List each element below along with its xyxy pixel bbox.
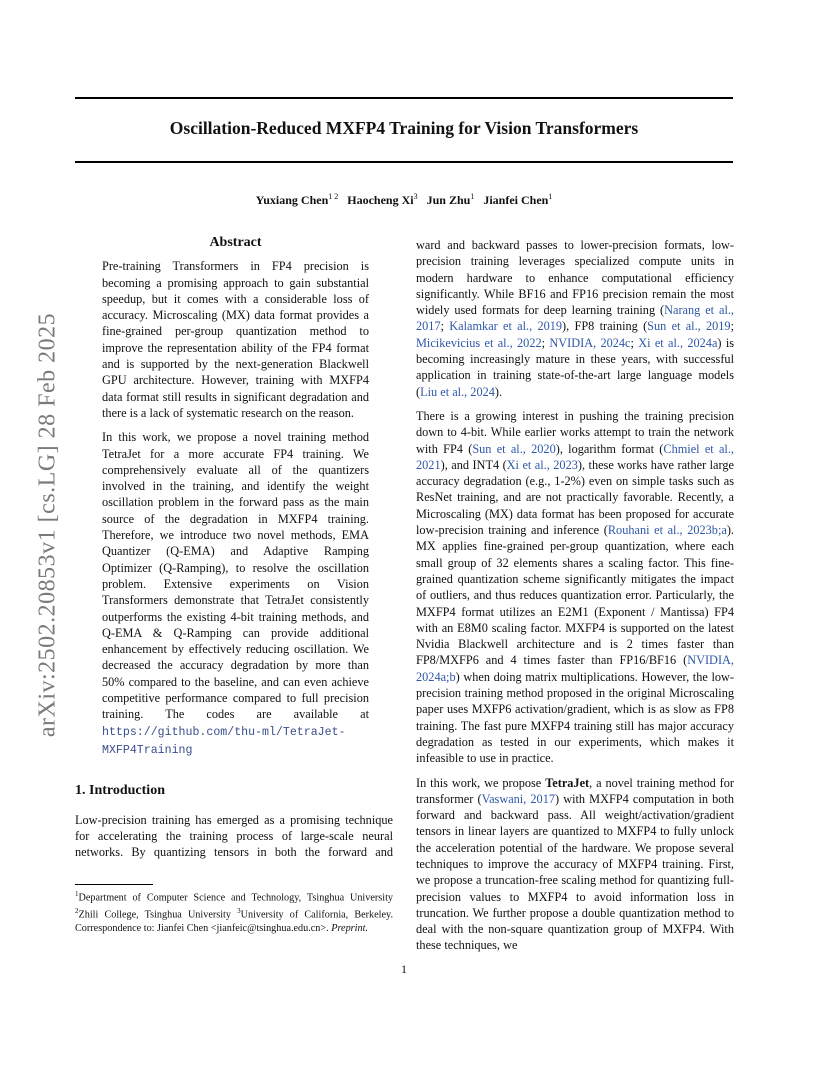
footnote-rule <box>75 884 153 885</box>
affiliation-footnote: $^1$Department of Computer Science and Technology, Tsinghua University $^2$Zhili College, Tsinghua University $^3$University of California, Berkeley. Correspondence to: Jianfei Chen <jianfeic@tsinghua.edu.cn>. Preprint. <box>75 890 394 934</box>
author: Jianfei Chen$^1$ <box>483 192 553 207</box>
citation-link[interactable]: Rouhani et al., 2023b;a <box>607 523 727 538</box>
title-bottom-rule <box>75 161 733 163</box>
citation-link[interactable]: Sun et al., 2020 <box>472 441 556 456</box>
preprint-label: Preprint. <box>331 922 368 934</box>
citation-link[interactable]: Vaswani, 2017 <box>481 791 555 806</box>
citation-link[interactable]: Micikevicius et al., 2022 <box>416 335 542 350</box>
page-number: 1 <box>401 962 407 976</box>
left-column <box>75 235 393 869</box>
abstract-heading: Abstract <box>209 235 262 250</box>
author: Jun Zhu$^1$ <box>426 192 475 207</box>
paper-title: Oscillation-Reduced MXFP4 Training for Vision Transformers <box>169 118 639 138</box>
citation-link[interactable]: Kalamkar et al., 2019 <box>449 319 563 334</box>
intro-paragraph-continued: ward and backward passes to lower-precision formats, low-precision training leverages specialized compute units in modern hardware to enhance computational efficiency significantly. While BF16 and FP16 precision remain the most widely used formats for deep learning training (Narang et al., 2017; Kalamkar et al., 2019), FP8 training (Sun et al., 2019; Micikevicius et al., 2022; NVIDIA, 2024c; Xi et al., 2024a) is becoming increasingly mature in these years, with successful application in training state-of-the-art large language models (Liu et al., 2024). <box>416 238 735 399</box>
abstract-paragraph: Pre-training Transformers in FP4 precision is becoming a promising approach to gain substantial speedup, but it comes with a considerable loss of accuracy. Microscaling (MX) data format provides a fine-grained per-group quantization method to improve the representation ability of the FP4 format and is supported by the next-generation Blackwell GPU architecture. However, training with MXFP4 data format still results in significant degradation and there is a lack of systematic research on the reason. <box>102 259 369 420</box>
citation-link[interactable]: NVIDIA, 2024c <box>549 335 631 350</box>
citation-link[interactable]: Liu et al., 2024 <box>420 384 495 399</box>
intro-paragraph: There is a growing interest in pushing the training precision down to 4-bit. While earlier works attempt to train the network with FP4 (Sun et al., 2020), logarithm format (Chmiel et al., 2021), and INT4 (Xi et al., 2023), these works have rather large accuracy degradation (e.g., 1-2%) even on simple tasks such as ResNet training, and are not practically favorable. Recently, a Microscaling (MX) data format has been proposed for accurate low-precision training and inference (Rouhani et al., 2023b;a). MX applies fine-grained per-group quantization, where each small group of 32 elements shares a scaling factor. This fine-grained quantization scheme significantly mitigates the impact of outliers, and thus reduces quantization error. Particularly, the MXFP4 format utilizes an E2M1 (Exponent / Mantissa) FP4 with an E8M0 scaling factor. MXFP4 is supported on the latest Nvidia Blackwell architecture and is 2 times faster than FP8/MXFP6 and 4 times faster than FP16/BF16 (NVIDIA, 2024a;b) when doing matrix multiplications. However, the low-precision training method proposed in the original Microscaling paper uses MXFP6 activation/gradient, which is as slow as FP8 training. The fast pure MXFP4 training still has major accuracy degradation as tested in our experiments, which makes it infeasible to use in practice. <box>416 408 734 766</box>
author: Yuxiang Chen$^{1 2}$ <box>255 192 339 207</box>
section-heading: 1. Introduction <box>75 783 165 799</box>
citation-link[interactable]: Chmiel et al., 2021 <box>416 441 734 472</box>
abstract-paragraph: In this work, we propose a novel training method TetraJet for a more accurate FP4 training. We comprehensively evaluate all of the quantizers involved in the training, and identify the weight oscillation problem in the forward pass as the main source of the degradation in MXFP4 training. Therefore, we introduce two novel methods, EMA Quantizer (Q-EMA) and Adaptive Ramping Optimizer (Q-Ramping), to resolve the oscillation problem. Extensive experiments on Vision Transformers demonstrate that TetraJet consistently outperforms the existing 4-bit training methods, and Q-EMA & Q-Ramping can provide additional enhancement by effectively reducing oscillation. We decreased the accuracy degradation by more than 50% compared to the baseline, and can even achieve competitive performance compared to full precision training. The codes are available at https://github.com/thu-ml/TetraJet-MXFP4Training <box>102 430 369 757</box>
code-link[interactable]: https://github.com/thu-ml/TetraJet-MXFP4Training <box>102 725 346 757</box>
citation-link[interactable]: Narang et al., 2017 <box>416 303 735 334</box>
author: Haocheng Xi$^3$ <box>347 192 418 207</box>
intro-paragraph: Low-precision training has emerged as a promising technique for accelerating the training process of large-scale neural networks. By quantizing tensors in both the forward and <box>75 812 393 860</box>
abstract-section <box>75 235 393 759</box>
citation-link[interactable]: NVIDIA, 2024a;b <box>416 653 734 684</box>
title-top-rule <box>75 97 733 99</box>
citation-link[interactable]: Xi et al., 2023 <box>506 457 578 472</box>
citation-link[interactable]: Sun et al., 2019 <box>647 319 731 334</box>
right-column <box>416 237 734 962</box>
citation-link[interactable]: Xi et al., 2024a <box>638 335 718 350</box>
author-list <box>75 192 733 208</box>
intro-paragraph: In this work, we propose TetraJet, a novel training method for transformer (Vaswani, 2017) with MXFP4 computation in both forward and backward pass. All weight/activation/gradient tensors in linear layers are quantized to MXFP4 to fully unlock the acceleration potential of the hardware. We propose several techniques to improve the accuracy of MXFP4 training. First, we propose a truncation-free scaling method for quantizing full-precision values to MXFP4 to avoid information loss in truncation. We further propose a double quantization method to deal with the non-square quantization group of MXFP4. With these techniques, we <box>416 775 735 953</box>
arxiv-stamp: arXiv:2502.20853v1 [cs.LG] 28 Feb 2025 <box>34 312 61 738</box>
